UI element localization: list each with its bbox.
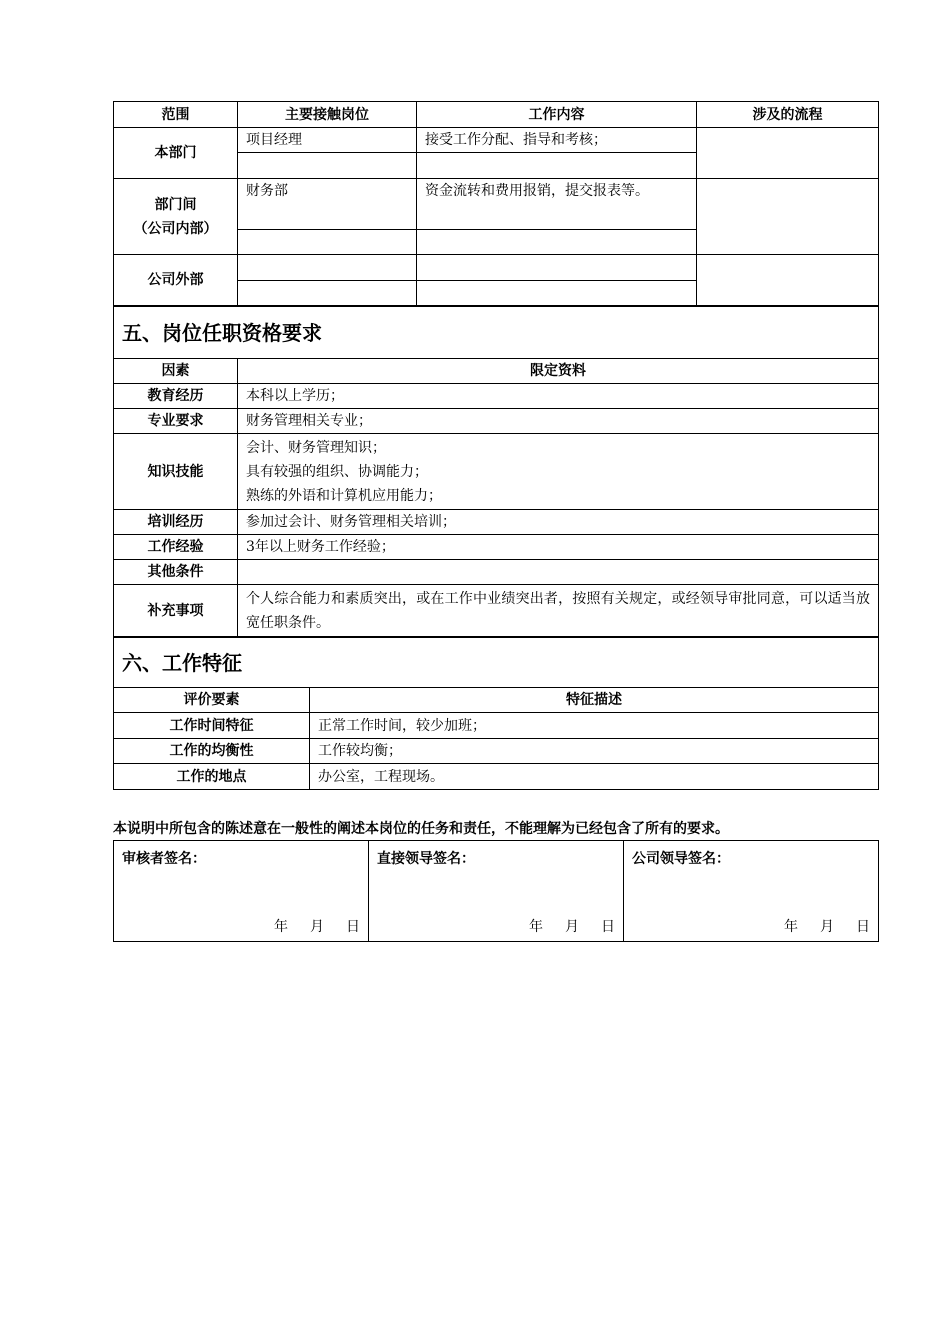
position-cell (238, 230, 417, 255)
header-content: 工作内容 (417, 102, 697, 128)
position-cell (238, 255, 417, 281)
element-cell: 工作时间特征 (114, 713, 310, 739)
element-cell: 工作的地点 (114, 764, 310, 790)
date-year: 年 (784, 919, 798, 935)
detail-cell (238, 434, 879, 510)
detail-line: 熟练的外语和计算机应用能力； (246, 487, 442, 504)
header-factor: 因素 (114, 359, 238, 384)
scope-cell: 公司外部 (114, 255, 238, 306)
signature-date (507, 915, 615, 939)
process-cell (697, 128, 879, 179)
detail-cell: 个人综合能力和素质突出，或在工作中业绩突出者，按照有关规定，或经领导审批同意，可以适当放宽任职条件。 (238, 585, 879, 637)
header-process: 涉及的流程 (697, 102, 879, 128)
scope-sublabel: （公司内部） (133, 220, 218, 237)
factor-cell: 知识技能 (114, 434, 238, 510)
header-position: 主要接触岗位 (238, 102, 417, 128)
detail-line: 会计、财务管理知识； (246, 439, 386, 456)
process-cell (697, 179, 879, 255)
signature-label: 直接领导签名： (377, 851, 475, 867)
disclaimer-note: 本说明中所包含的陈述意在一般性的阐述本岗位的任务和责任，不能理解为已经包含了所有的要求。 (113, 821, 729, 837)
detail-cell: 财务管理相关专业； (238, 409, 879, 434)
signature-label: 公司领导签名： (632, 851, 730, 867)
content-cell: 接受工作分配、指导和考核； (417, 128, 697, 153)
factor-cell: 教育经历 (114, 384, 238, 409)
scope-cell: 本部门 (114, 128, 238, 179)
qualification-table (113, 306, 879, 637)
content-cell (417, 153, 697, 179)
scope-cell (114, 179, 238, 255)
signature-label: 审核者签名： (122, 851, 206, 867)
signature-box-reviewer[interactable] (114, 841, 369, 942)
detail-line: 具有较强的组织、协调能力； (246, 463, 428, 480)
description-cell: 正常工作时间，较少加班； (310, 713, 879, 739)
section-title: 五、岗位任职资格要求 (114, 307, 879, 359)
signature-box-direct-leader[interactable] (369, 841, 624, 942)
content-cell: 资金流转和费用报销，提交报表等。 (417, 179, 697, 230)
signature-box-company-leader[interactable] (624, 841, 879, 942)
content-cell (417, 255, 697, 281)
header-element: 评价要素 (114, 688, 310, 713)
position-cell (238, 281, 417, 306)
position-cell: 项目经理 (238, 128, 417, 153)
date-month: 月 (565, 919, 579, 935)
date-month: 月 (820, 919, 834, 935)
section-title: 六、工作特征 (114, 638, 879, 688)
description-cell: 办公室，工程现场。 (310, 764, 879, 790)
factor-cell: 培训经历 (114, 510, 238, 535)
content-cell (417, 281, 697, 306)
date-day: 日 (601, 919, 615, 935)
content-cell (417, 230, 697, 255)
date-month: 月 (310, 919, 324, 935)
work-characteristics-table (113, 637, 879, 790)
date-year: 年 (529, 919, 543, 935)
factor-cell: 专业要求 (114, 409, 238, 434)
detail-cell: 3年以上财务工作经验； (238, 535, 879, 560)
position-cell (238, 153, 417, 179)
detail-cell: 参加过会计、财务管理相关培训； (238, 510, 879, 535)
process-cell (697, 255, 879, 306)
element-cell: 工作的均衡性 (114, 739, 310, 764)
detail-cell: 本科以上学历； (238, 384, 879, 409)
signature-date (762, 915, 870, 939)
contact-table (113, 101, 879, 306)
signature-table (113, 840, 879, 942)
scope-label: 部门间 (154, 196, 197, 213)
header-details: 限定资料 (238, 359, 879, 384)
position-cell: 财务部 (238, 179, 417, 230)
date-year: 年 (274, 919, 288, 935)
factor-cell: 补充事项 (114, 585, 238, 637)
date-day: 日 (346, 919, 360, 935)
date-day: 日 (856, 919, 870, 935)
description-cell: 工作较均衡； (310, 739, 879, 764)
detail-cell (238, 560, 879, 585)
header-description: 特征描述 (310, 688, 879, 713)
factor-cell: 工作经验 (114, 535, 238, 560)
signature-date (252, 915, 360, 939)
factor-cell: 其他条件 (114, 560, 238, 585)
header-scope: 范围 (114, 102, 238, 128)
